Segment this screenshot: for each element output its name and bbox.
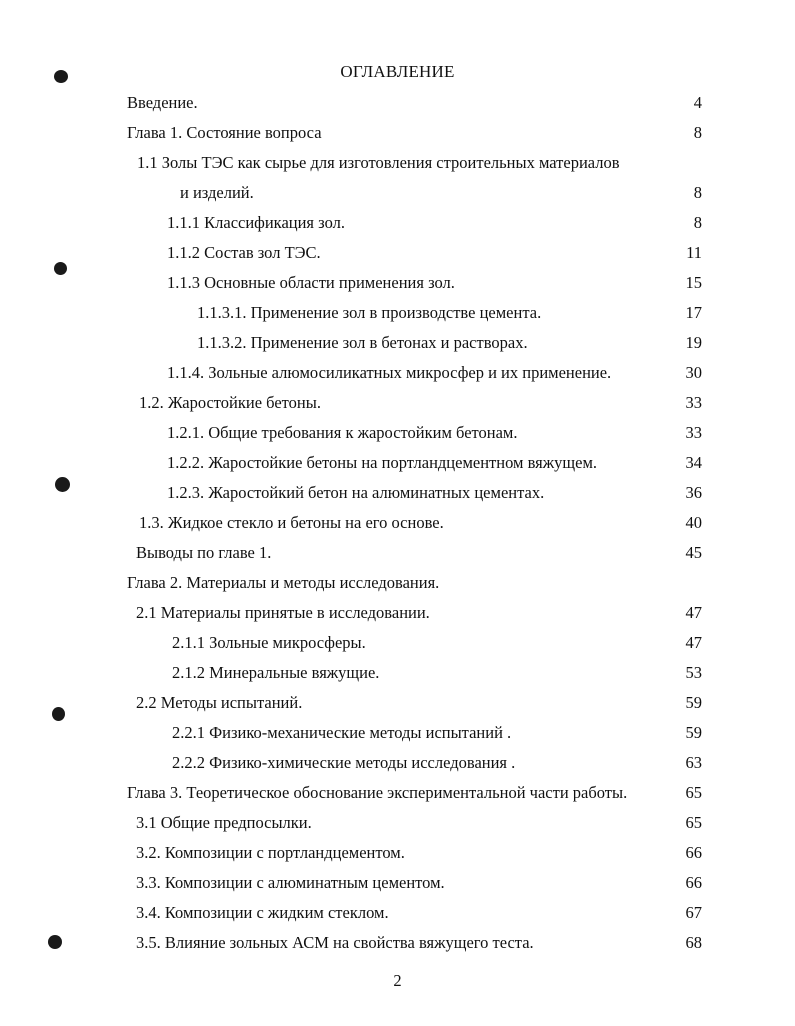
toc-entry [0,148,795,178]
toc-entry-page: 17 [685,303,702,322]
toc-entry-page: 65 [685,813,702,832]
toc-entry-page: 11 [686,243,702,262]
toc-entry-title: Глава 2. Материалы и методы исследования. [127,573,440,592]
toc-entry [0,898,795,928]
toc-entry [0,238,795,268]
toc-entry [0,478,795,508]
toc-entry-page: 34 [685,453,702,472]
toc-entry-title: 1.2.2. Жаростойкие бетоны на портландцементном вяжущем. [167,453,598,472]
toc-entry-title: 2.1.2 Минеральные вяжущие. [172,663,380,682]
toc-entry-title: 2.2.2 Физико-химические методы исследования . [172,753,516,772]
toc-entry-page: 8 [693,183,702,202]
toc-entry-title: Глава 3. Теоретическое обоснование экспериментальной части работы. [127,783,628,802]
toc-entry-page: 63 [685,753,702,772]
toc-entry [0,628,795,658]
toc-entry-page: 33 [685,423,702,442]
page-title: ОГЛАВЛЕНИЕ [340,62,455,81]
toc-entry-page: 4 [693,93,702,112]
toc-entry [0,568,795,598]
toc-entry-page: 8 [693,123,702,142]
toc-entry-title: 2.2.1 Физико-механические методы испытаний . [172,723,512,742]
toc-entry-title: 1.3. Жидкое стекло и бетоны на его основе. [139,513,444,532]
toc-entry [0,598,795,628]
toc-entry-title: 1.2.3. Жаростойкий бетон на алюминатных цементах. [167,483,545,502]
toc-entry [0,418,795,448]
toc-entry [0,688,795,718]
toc-entry-title: и изделий. [180,183,254,202]
toc-entry-title: 3.1 Общие предпосылки. [136,813,312,832]
toc-entry-title: 1.1.3 Основные области применения зол. [167,273,455,292]
toc-entry-page: 40 [685,513,702,532]
toc-entry [0,778,795,808]
toc-entry-page: 59 [685,723,702,742]
toc-entry [0,448,795,478]
page-number: 2 [393,971,402,990]
toc-entry-title: 1.1 Золы ТЭС как сырье для изготовления строительных материалов [137,153,620,172]
toc-entry [0,298,795,328]
toc-entry [0,178,795,208]
table-of-contents [0,88,795,958]
toc-entry-title: Глава 1. Состояние вопроса [127,123,322,142]
toc-entry-title: 1.1.4. Зольные алюмосиликатных микросфер и их применение. [167,363,612,382]
toc-entry-title: 2.1.1 Зольные микросферы. [172,633,366,652]
toc-entry-title: 2.2 Методы испытаний. [136,693,303,712]
toc-entry [0,358,795,388]
toc-entry [0,718,795,748]
toc-entry-page: 66 [685,843,702,862]
toc-entry [0,208,795,238]
toc-entry-title: 3.4. Композиции с жидким стеклом. [136,903,389,922]
toc-entry-page: 36 [685,483,702,502]
toc-entry [0,538,795,568]
toc-entry-page: 33 [685,393,702,412]
toc-entry [0,838,795,868]
toc-entry-page: 66 [685,873,702,892]
toc-entry [0,748,795,778]
toc-entry-title: 1.1.1 Классификация зол. [167,213,345,232]
toc-entry-title: Выводы по главе 1. [136,543,272,562]
toc-entry-page: 15 [685,273,702,292]
toc-entry-page: 65 [685,783,702,802]
toc-entry [0,808,795,838]
toc-entry [0,268,795,298]
toc-entry-title: 3.2. Композиции с портландцементом. [136,843,405,862]
toc-entry [0,88,795,118]
toc-entry-page: 59 [685,693,702,712]
toc-entry [0,508,795,538]
toc-entry-title: Введение. [127,93,198,112]
toc-entry-title: 1.2. Жаростойкие бетоны. [139,393,321,412]
toc-entry [0,928,795,958]
toc-entry-title: 1.1.3.1. Применение зол в производстве цемента. [197,303,542,322]
toc-entry-page: 30 [685,363,702,382]
toc-entry-page: 45 [685,543,702,562]
toc-entry-page: 47 [685,603,702,622]
toc-entry-title: 1.1.2 Состав зол ТЭС. [167,243,321,262]
toc-entry [0,868,795,898]
toc-entry [0,328,795,358]
toc-entry-title: 1.2.1. Общие требования к жаростойким бетонам. [167,423,518,442]
toc-entry-page: 47 [685,633,702,652]
toc-entry-title: 1.1.3.2. Применение зол в бетонах и растворах. [197,333,528,352]
toc-entry [0,388,795,418]
toc-entry-title: 2.1 Материалы принятые в исследовании. [136,603,430,622]
toc-entry-page: 67 [685,903,702,922]
toc-entry [0,118,795,148]
toc-entry-title: 3.5. Влияние зольных АСМ на свойства вяжущего теста. [136,933,534,952]
toc-entry-title: 3.3. Композиции с алюминатным цементом. [136,873,445,892]
toc-entry-page: 53 [685,663,702,682]
toc-entry-page: 68 [685,933,702,952]
toc-entry-page: 8 [693,213,702,232]
toc-entry [0,658,795,688]
toc-entry-page: 19 [685,333,702,352]
